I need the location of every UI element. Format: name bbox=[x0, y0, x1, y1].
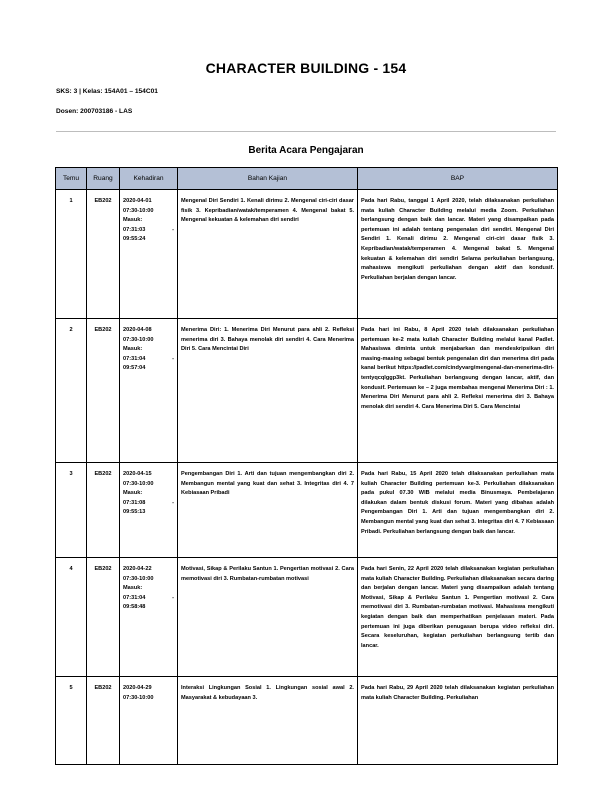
attendance-masuk-label: Masuk: bbox=[123, 217, 143, 224]
attendance-date: 2020-04-22 bbox=[123, 566, 152, 572]
attendance-date: 2020-04-01 bbox=[123, 198, 152, 204]
attendance-masuk-label: Masuk: bbox=[123, 346, 143, 353]
attendance-masuk-label: Masuk: bbox=[123, 585, 143, 592]
attendance-date: 2020-04-15 bbox=[123, 471, 152, 477]
masuk-time: 07:31:04 bbox=[123, 594, 146, 601]
attendance-masuk-label: Masuk: bbox=[123, 490, 143, 497]
header-bap: BAP bbox=[358, 168, 558, 190]
cell-bahan-kajian: Pengembangan Diri 1. Arti dan tujuan mengembangkan diri 2. Membangun mental yang kuat dan sehat 3. Integritas diri 4. 7 Kebiasaan Pribadi bbox=[178, 463, 358, 558]
cell-bahan-kajian: Motivasi, Sikap & Perilaku Santun 1. Pengertian motivasi 2. Cara memotivasi diri 3. Rumbatan-rumbatan motivasi bbox=[178, 558, 358, 677]
attendance-time: 07:30-10:00 bbox=[123, 336, 154, 343]
attendance-masuk bbox=[123, 355, 174, 365]
cell-temu: 5 bbox=[56, 677, 87, 765]
table-row bbox=[56, 558, 558, 677]
cell-ruang: EB202 bbox=[87, 190, 120, 319]
table-row bbox=[56, 463, 558, 558]
attendance-time: 07:30-10:00 bbox=[123, 480, 154, 487]
header-temu: Temu bbox=[56, 168, 87, 190]
section-title: Berita Acara Pengajaran bbox=[248, 145, 364, 156]
time-separator: - bbox=[172, 355, 174, 362]
cell-bahan-kajian: Interaksi Lingkungan Sosial 1. Lingkungan sosial awal 2. Masyarakat & kebudayaan 3. bbox=[178, 677, 358, 765]
cell-temu: 3 bbox=[56, 463, 87, 558]
attendance-keluar: 09:55:13 bbox=[123, 509, 146, 516]
attendance-masuk bbox=[123, 499, 174, 509]
attendance-keluar: 09:57:04 bbox=[123, 365, 146, 372]
attendance-time: 07:30-10:00 bbox=[123, 207, 154, 214]
lecturer-info: Dosen: 200703186 - LAS bbox=[56, 108, 133, 115]
attendance-time: 07:30-10:00 bbox=[123, 694, 154, 701]
cell-kehadiran bbox=[120, 677, 178, 765]
cell-ruang: EB202 bbox=[87, 463, 120, 558]
divider bbox=[56, 131, 556, 132]
attendance-masuk bbox=[123, 226, 174, 236]
attendance-date: 2020-04-29 bbox=[123, 685, 152, 691]
masuk-time: 07:31:04 bbox=[123, 355, 146, 362]
table-row bbox=[56, 677, 558, 765]
cell-bap: Pada hari Rabu, 15 April 2020 telah dilaksanakan perkuliahan mata kuliah Character Building pertemuan ke-3. Perkuliahan dilaksanakan pada pukul 07.30 WIB melalui media Binusmaya. Pembelajaran dilakukan dalam bentuk diskusi forum. Materi yang dibahas adalah Pengembangan Diri 1. Arti dan tujuan mengembangkan diri 2. Membangun mental yang kuat dan sehat 3. Integritas diri 4. 7 Kebiasaan Pribadi. Perkuliahan berlangsung dengan baik dan lancar. bbox=[358, 463, 558, 558]
cell-kehadiran bbox=[120, 463, 178, 558]
cell-ruang: EB202 bbox=[87, 319, 120, 463]
cell-bap: Pada hari ini Rabu, 8 April 2020 telah dilaksanakan perkuliahan pertemuan ke-2 mata kuliah Character Building melalui kanal Padlet. Mahasiswa diminta untuk menjabarkan dan mendeskripsikan diri masing-masing sebagai bentuk pengenalan diri dan menerima diri pada kanal berikut https://padlet.com/cindyvarg/mengenal-dan-menerima-diri-tentyqcqlggp3kt. Perkuliahan berlangsung dengan lancar, aktif, dan kondusif. Pertemuan ke – 2 juga membahas mengenai Menerima Diri : 1. Menerima Diri Menurut para ahli 2. Refleksi menerima diri 3. Bahaya menolak diri sendiri 4. Cara Menerima Diri 5. Cara Mencintai bbox=[358, 319, 558, 463]
cell-temu: 2 bbox=[56, 319, 87, 463]
cell-bahan-kajian: Menerima Diri: 1. Menerima Diri Menurut para ahli 2. Refleksi menerima diri 3. Bahaya menolak diri sendiri 4. Cara Menerima Diri 5. Cara Mencintai Diri bbox=[178, 319, 358, 463]
cell-temu: 4 bbox=[56, 558, 87, 677]
attendance-date: 2020-04-08 bbox=[123, 327, 152, 333]
cell-temu: 1 bbox=[56, 190, 87, 319]
table-row bbox=[56, 190, 558, 319]
time-separator: - bbox=[172, 226, 174, 233]
header-bahan-kajian: Bahan Kajian bbox=[178, 168, 358, 190]
attendance-keluar: 09:58:48 bbox=[123, 604, 146, 611]
header-kehadiran: Kehadiran bbox=[120, 168, 178, 190]
table-header-row bbox=[56, 168, 558, 190]
cell-ruang: EB202 bbox=[87, 677, 120, 765]
attendance-time: 07:30-10:00 bbox=[123, 575, 154, 582]
cell-kehadiran bbox=[120, 190, 178, 319]
masuk-time: 07:31:03 bbox=[123, 226, 146, 233]
cell-kehadiran bbox=[120, 558, 178, 677]
table-row bbox=[56, 319, 558, 463]
cell-bap: Pada hari Rabu, tanggal 1 April 2020, telah dilaksanakan perkuliahan mata kuliah Character Building melalui media Zoom. Perkuliahan berlangsung dengan baik dan lancar. Materi yang disampaikan pada pertemuan ini adalah tentang pengenalan diri sendiri. Mengenal Diri Sendiri 1. Kenali dirimu 2. Mengenal ciri-ciri dasar fisik 3. Kepribadian/watak/temperamen 4. Mengenal bakat 5. Mengenal kekuatan & kelemahan diri sendiri Selama perkuliahan berlangsung, mahasiswa mengikuti perkuliahan dengan aktif dan kondusif. Perkuliahan berjalan dengan lancar. bbox=[358, 190, 558, 319]
time-separator: - bbox=[172, 594, 174, 601]
masuk-time: 07:31:08 bbox=[123, 499, 146, 506]
cell-bap: Pada hari Senin, 22 April 2020 telah dilaksanakan kegiatan perkuliahan mata kuliah Character Building. Perkuliahan dilaksanakan secara daring dan berjalan dengan lancar. Materi yang disampaikan adalah tentang Motivasi, Sikap & Perilaku Santun 1. Pengertian motivasi 2. Cara memotivasi diri 3. Rumbatan-rumbatan motivasi. Mahasiswa mengikuti kegiatan dengan baik dan memperhatikan penjelasan materi. Pada pertemuan ini juga diberikan penugasan berupa video refleksi diri. Secara keseluruhan, kegiatan perkuliahan berlangsung tertib dan lancar. bbox=[358, 558, 558, 677]
time-separator: - bbox=[172, 499, 174, 506]
teaching-report-table bbox=[55, 167, 558, 765]
attendance-keluar: 09:55:24 bbox=[123, 236, 146, 243]
attendance-masuk bbox=[123, 594, 174, 604]
sks-class-info: SKS: 3 | Kelas: 154A01 – 154C01 bbox=[56, 88, 158, 95]
cell-kehadiran bbox=[120, 319, 178, 463]
cell-ruang: EB202 bbox=[87, 558, 120, 677]
cell-bap: Pada hari Rabu, 29 April 2020 telah dilaksanakan kegiatan perkuliahan mata kuliah Character Building. Perkuliahan bbox=[358, 677, 558, 765]
document-title: CHARACTER BUILDING - 154 bbox=[205, 60, 407, 76]
header-ruang: Ruang bbox=[87, 168, 120, 190]
cell-bahan-kajian: Mengenal Diri Sendiri 1. Kenali dirimu 2. Mengenal ciri-ciri dasar fisik 3. Kepribadian/watak/temperamen 4. Mengenal bakat 5. Mengenal kekuatan & kelemahan diri sendiri bbox=[178, 190, 358, 319]
